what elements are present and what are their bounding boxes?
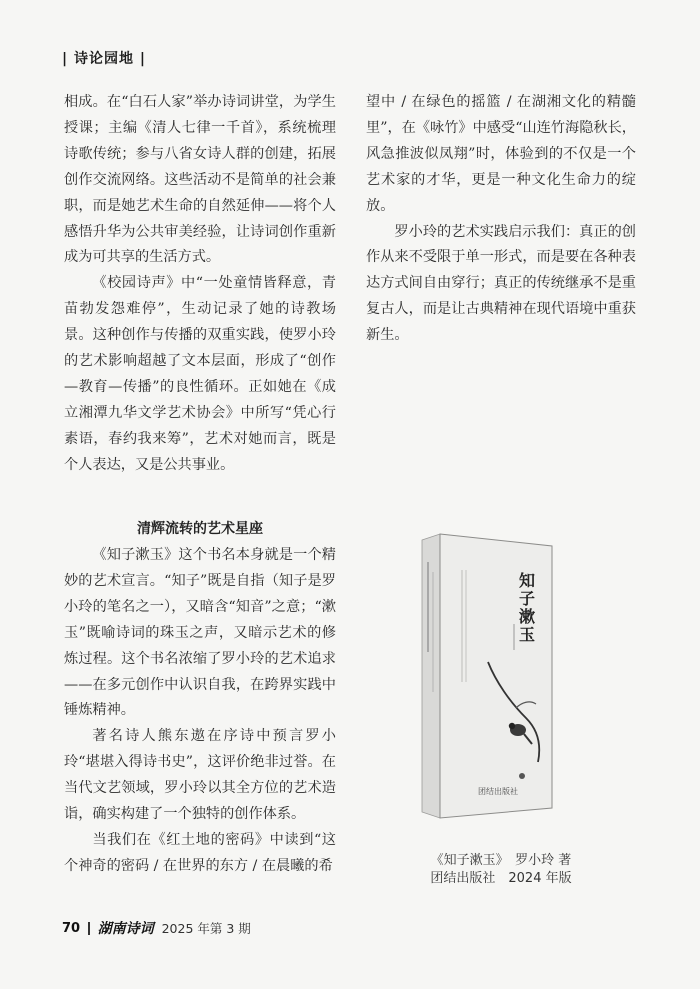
caption-line: 《知子漱玉》 罗小玲 著 [430, 853, 572, 868]
paragraph: 《校园诗声》中“一处童情皆释意，青苗勃发怨难停”，生动记录了她的诗教场景。这种创作与传播的双重实践，使罗小玲的艺术影响超越了文本层面，形成了“创作—教育—传播”的良性循环。正如她在《成立湘潭九华文学艺术协会》中所写“凭心行素语，春约我来筹”，艺术对她而言，既是个人表达，又是公共事业。 [64, 275, 336, 473]
footer-divider [88, 922, 90, 935]
paragraph: 望中 / 在绿色的摇篮 / 在湖湘文化的精髓里”，在《咏竹》中感受“山连竹海隐秋长，风急推波似凤翔”时，体验到的不仅是一个艺术家的才华，更是一种文化生命力的绽放。 [366, 94, 636, 214]
page-footer [62, 918, 251, 938]
magazine-name: 湖南诗词 [97, 921, 154, 937]
paragraph: 著名诗人熊东遨在序诗中预言罗小玲“堪堪入得诗书史”，这评价绝非过誉。在当代文艺领域，罗小玲以其全方位的艺术造诣，确实构建了一个独特的创作体系。 [64, 728, 336, 823]
page-number: 70 [62, 920, 81, 936]
paragraph: 《知子漱玉》这个书名本身就是一个精妙的艺术宣言。“知子”既是自指（知子是罗小玲的笔名之一），又暗含“知音”之意；“漱玉”既喻诗词的珠玉之声，又暗示艺术的修炼过程。这个书名浓缩了罗小玲的艺术追求——在多元创作中认识自我，在跨界实践中锤炼精神。 [64, 547, 336, 719]
caption-line: 团结出版社 2024 年版 [430, 871, 572, 886]
right-column [366, 90, 636, 349]
paragraph: 罗小玲的艺术实践启示我们：真正的创作从来不受限于单一形式，而是要在各种表达方式间自由穿行；真正的传统继承不是重复古人，而是让古典精神在现代语境中重获新生。 [366, 223, 636, 344]
section-heading: 清辉流转的艺术星座 [137, 521, 263, 537]
section-tag: | 诗论园地 | [62, 51, 146, 67]
left-column-bottom [64, 543, 336, 880]
paragraph: 当我们在《红土地的密码》中读到“这个神奇的密码 / 在世界的东方 / 在晨曦的希 [64, 831, 336, 874]
book-cover-image [418, 532, 554, 822]
left-column-top [64, 90, 336, 479]
book-cover-title: 知子漱玉 [516, 572, 536, 644]
issue-label: 2025 年第 3 期 [161, 921, 251, 936]
figure-caption [366, 852, 636, 888]
paragraph: 相成。在“白石人家”举办诗词讲堂，为学生授课；主编《清人七律一千首》，系统梳理诗歌传统；参与八省女诗人群的创建，拓展创作交流网络。这些活动不是简单的社会兼职，而是她艺术生命的自然延伸——将个人感悟升华为公共审美经验，让诗词创作重新成为可共享的生活方式。 [64, 94, 336, 266]
publisher-mark: 团结出版社 [478, 787, 518, 796]
